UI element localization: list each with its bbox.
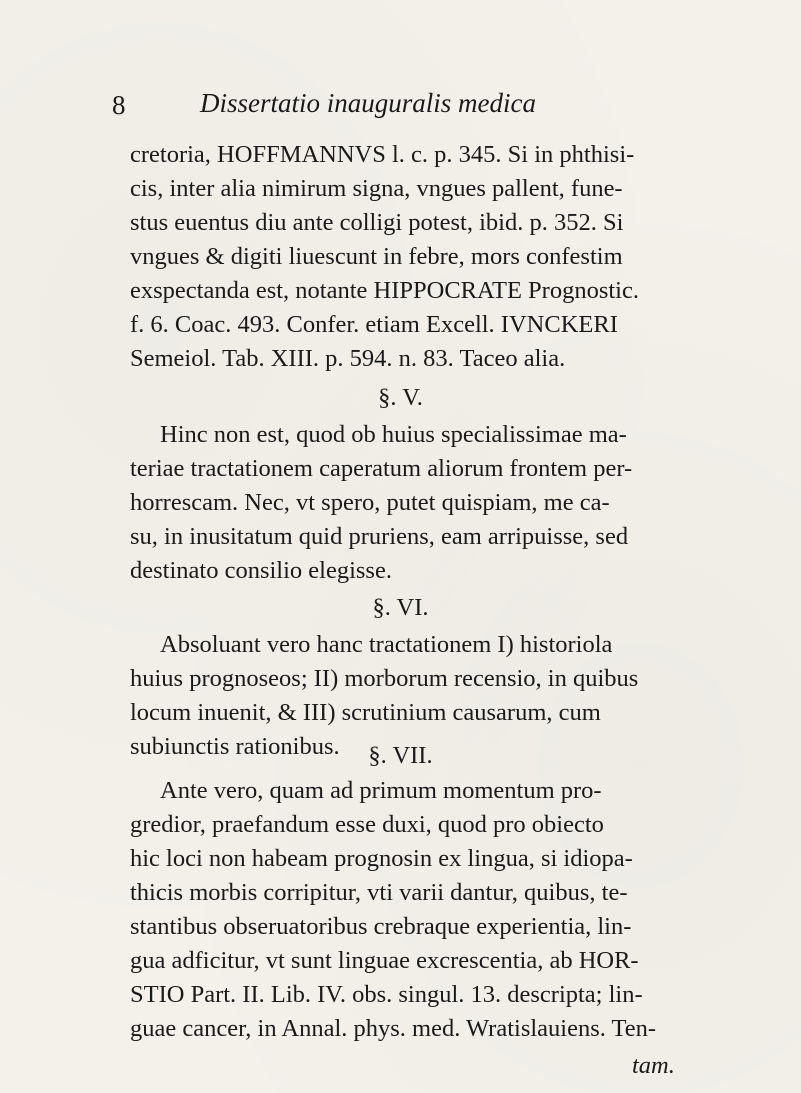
section-heading: §. V. [378,384,423,411]
text-line: hic loci non habeam prognosin ex lingua, si idiopa- [130,845,633,872]
text-line: exspectanda est, notante HIPPOCRATE Prognostic. [130,277,639,304]
text-line: teriae tractationem caperatum aliorum frontem per- [130,455,633,482]
text-line: stus euentus diu ante colligi potest, ibid. p. 352. Si [130,209,624,236]
page-header [112,88,712,128]
section-heading: §. VI. [372,594,429,621]
text-line: horrescam. Nec, vt spero, putet quispiam, me ca- [130,489,610,516]
text-line: Semeiol. Tab. XIII. p. 594. n. 83. Taceo alia. [130,345,566,372]
running-title: Dissertatio inauguralis medica [200,88,536,118]
text-line: Absoluant vero hanc tractationem I) historiola [160,631,613,658]
text-line: destinato consilio elegisse. [130,557,392,584]
text-line: su, in inusitatum quid pruriens, eam arripuisse, sed [130,523,629,550]
text-line: Hinc non est, quod ob huius specialissimae ma- [160,421,627,448]
text-line: Ante vero, quam ad primum momentum pro- [160,777,602,804]
text-line: subiunctis rationibus. [130,733,340,760]
page-number: 8 [112,90,126,120]
text-line: guae cancer, in Annal. phys. med. Wratislauiens. Ten- [130,1015,657,1042]
catchword: tam. [632,1052,675,1079]
text-line: f. 6. Coac. 493. Confer. etiam Excell. IVNCKERI [130,311,618,338]
text-line: gredior, praefandum esse duxi, quod pro obiecto [130,811,604,838]
text-line: thicis morbis corripitur, vti varii dantur, quibus, te- [130,879,628,906]
text-line: STIO Part. II. Lib. IV. obs. singul. 13. descripta; lin- [130,981,643,1008]
text-line: cis, inter alia nimirum signa, vngues pallent, fune- [130,175,623,202]
text-line: stantibus obseruatoribus crebraque experientia, lin- [130,913,632,940]
section-heading: §. VII. [368,742,433,769]
text-line: cretoria, HOFFMANNVS l. c. p. 345. Si in phthisi- [130,141,635,168]
text-line: vngues & digiti liuescunt in febre, mors confestim [130,243,623,270]
text-line: gua adficitur, vt sunt linguae excrescentia, ab HOR- [130,947,639,974]
text-line: huius prognoseos; II) morborum recensio, in quibus [130,665,639,692]
text-line: locum inuenit, & III) scrutinium causarum, cum [130,699,601,726]
